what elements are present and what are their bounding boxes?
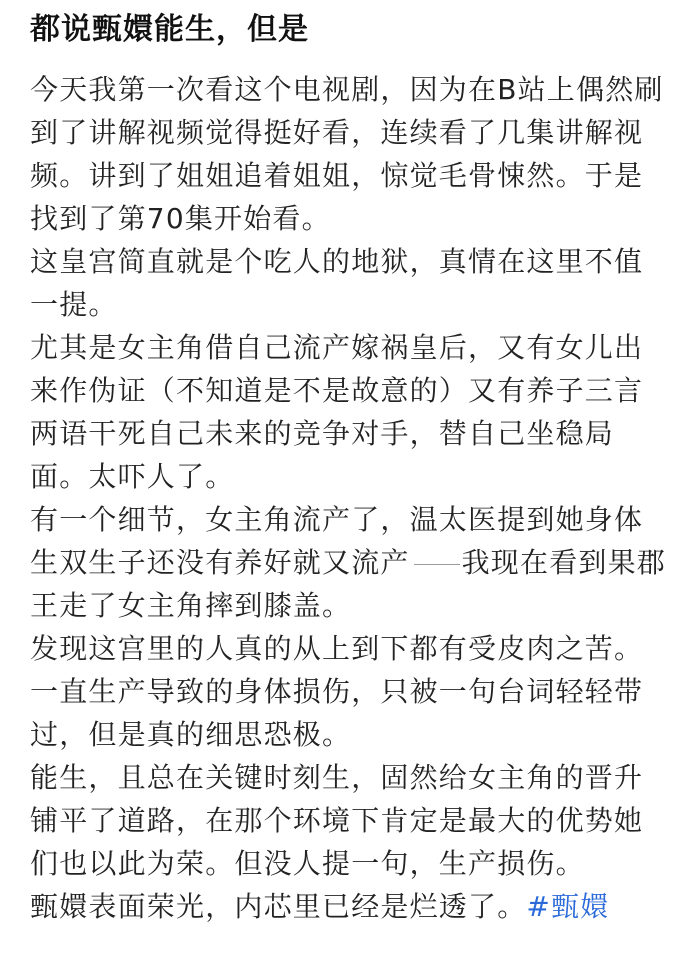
text-line bbox=[30, 670, 670, 713]
line-text: 过，但是真的细思恐极。 bbox=[30, 718, 352, 751]
text-line bbox=[30, 369, 670, 412]
text-line bbox=[30, 541, 670, 584]
text-line bbox=[30, 240, 670, 283]
line-text: 尤其是女主角借自己流产嫁祸皇后，又有女儿出 bbox=[30, 331, 644, 364]
text-line bbox=[30, 455, 670, 498]
line-text: 一直生产导致的身体损伤，只被一句台词轻轻带 bbox=[30, 675, 644, 708]
line-text-after-dash: 我现在看到果郡 bbox=[461, 546, 667, 579]
text-line bbox=[30, 498, 670, 541]
em-dash-line bbox=[414, 564, 460, 565]
line-text: 这皇宫简直就是个吃人的地狱，真情在这里不值 bbox=[30, 245, 644, 278]
line-text: 到了讲解视频觉得挺好看，连续看了几集讲解视 bbox=[30, 116, 644, 149]
text-line bbox=[30, 412, 670, 455]
text-line bbox=[30, 283, 670, 326]
line-text: 发现这宫里的人真的从上到下都有受皮肉之苦。 bbox=[30, 632, 644, 665]
hashtag-link[interactable]: #甄嬛 bbox=[526, 890, 610, 923]
text-line bbox=[30, 842, 670, 885]
line-text: 铺平了道路，在那个环境下肯定是最大的优势她 bbox=[30, 804, 644, 837]
line-text: 们也以此为荣。但没人提一句，生产损伤。 bbox=[30, 847, 585, 880]
line-text: 今天我第一次看这个电视剧，因为在B站上偶然刷 bbox=[30, 73, 664, 106]
line-text: 王走了女主角摔到膝盖。 bbox=[30, 589, 352, 622]
text-line bbox=[30, 885, 670, 928]
line-text: 生双生子还没有养好就又流产 bbox=[30, 546, 410, 579]
text-line bbox=[30, 68, 670, 111]
post-title: 都说甄嬛能生，但是 bbox=[30, 12, 309, 47]
post-body bbox=[30, 68, 670, 928]
line-text: 甄嬛表面荣光，内芯里已经是烂透了。 bbox=[30, 890, 527, 923]
text-line bbox=[30, 756, 670, 799]
text-line bbox=[30, 197, 670, 240]
text-line bbox=[30, 627, 670, 670]
line-text: 两语干死自己未来的竞争对手，替自己坐稳局 bbox=[30, 417, 615, 450]
line-text: 有一个细节，女主角流产了，温太医提到她身体 bbox=[30, 503, 644, 536]
text-line bbox=[30, 111, 670, 154]
line-text: 一提。 bbox=[30, 288, 118, 321]
text-line bbox=[30, 154, 670, 197]
line-text: 面。太吓人了。 bbox=[30, 460, 235, 493]
line-text: 能生，且总在关键时刻生，固然给女主角的晋升 bbox=[30, 761, 644, 794]
line-text: 找到了第70集开始看。 bbox=[30, 202, 331, 235]
line-text: 频。讲到了姐姐追着姐姐，惊觉毛骨悚然。于是 bbox=[30, 159, 644, 192]
text-line bbox=[30, 713, 670, 756]
text-line bbox=[30, 799, 670, 842]
text-line bbox=[30, 584, 670, 627]
line-text: 来作伪证（不知道是不是故意的）又有养子三言 bbox=[30, 374, 644, 407]
text-line bbox=[30, 326, 670, 369]
